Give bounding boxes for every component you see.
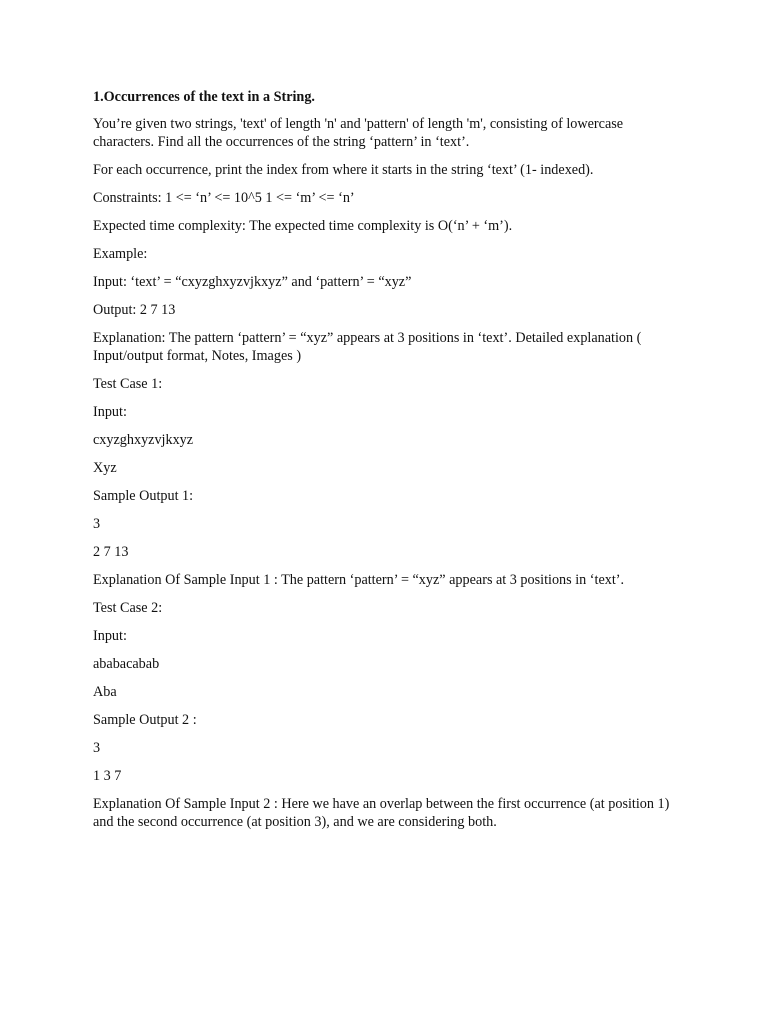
- example-explanation: Explanation: The pattern ‘pattern’ = “xyz” appears at 3 positions in ‘text’. Detailed explanation ( Input/output format, Notes, Images ): [93, 330, 642, 364]
- example-input: Input: ‘text’ = “cxyzghxyzvjkxyz” and ‘pattern’ = “xyz”: [93, 274, 412, 290]
- test-case-1-input-label: Input:: [93, 404, 127, 420]
- sample-output-2-heading: Sample Output 2 :: [93, 712, 197, 728]
- time-complexity: Expected time complexity: The expected time complexity is O(‘n’ + ‘m’).: [93, 218, 513, 234]
- document-body: [93, 88, 683, 841]
- test-case-1-pattern: Xyz: [93, 460, 117, 476]
- sample-output-1-positions: 2 7 13: [93, 544, 129, 560]
- test-case-2-heading: Test Case 2:: [93, 600, 163, 616]
- example-heading: Example:: [93, 246, 148, 262]
- test-case-2-input-label: Input:: [93, 628, 127, 644]
- problem-title: 1.Occurrences of the text in a String.: [93, 89, 315, 105]
- sample-output-1-heading: Sample Output 1:: [93, 488, 194, 504]
- constraints: Constraints: 1 <= ‘n’ <= 10^5 1 <= ‘m’ <= ‘n’: [93, 190, 355, 206]
- test-case-1-heading: Test Case 1:: [93, 376, 163, 392]
- test-case-2-text: ababacabab: [93, 656, 160, 672]
- test-case-1-text: cxyzghxyzvjkxyz: [93, 432, 194, 448]
- sample-output-2-positions: 1 3 7: [93, 768, 122, 784]
- sample-input-1-explanation: Explanation Of Sample Input 1 : The pattern ‘pattern’ = “xyz” appears at 3 positions in ‘text’.: [93, 572, 625, 588]
- sample-output-1-count: 3: [93, 516, 101, 532]
- problem-statement: You’re given two strings, 'text' of length 'n' and 'pattern' of length 'm', consisting of lowercase characters. Find all the occurrences of the string ‘pattern’ in ‘text’.: [93, 116, 624, 150]
- test-case-2-pattern: Aba: [93, 684, 117, 700]
- sample-output-2-count: 3: [93, 740, 101, 756]
- output-instructions: For each occurrence, print the index from where it starts in the string ‘text’ (1- indexed).: [93, 162, 594, 178]
- sample-input-2-explanation: Explanation Of Sample Input 2 : Here we have an overlap between the first occurrence (at position 1) and the second occurrence (at position 3), and we are considering both.: [93, 796, 670, 830]
- example-output: Output: 2 7 13: [93, 302, 176, 318]
